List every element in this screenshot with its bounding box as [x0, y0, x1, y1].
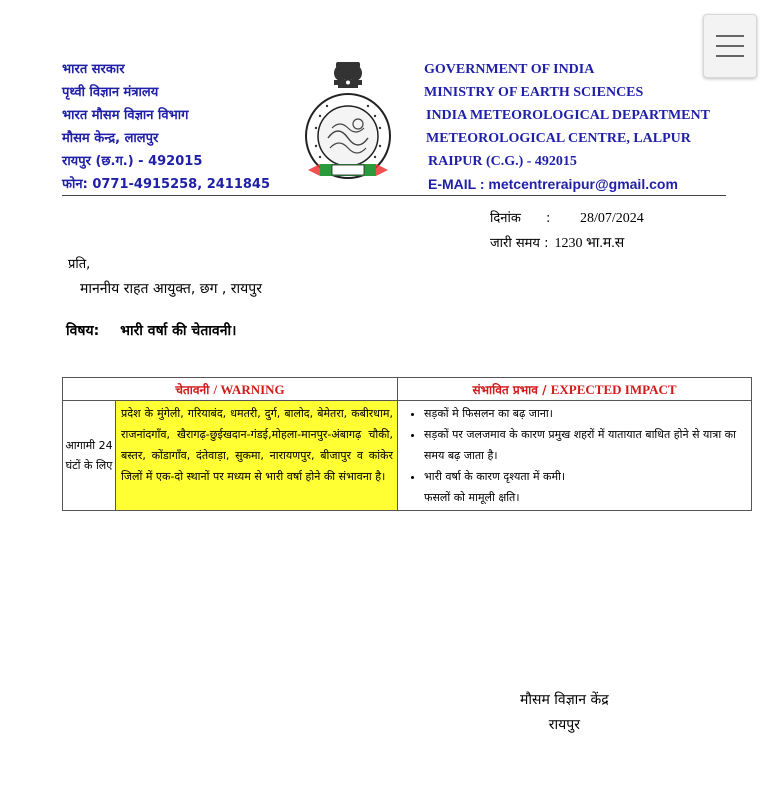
forecast-period: आगामी 24 घंटों के लिए	[63, 401, 116, 511]
ashoka-emblem-icon	[302, 58, 394, 188]
table-header-row	[63, 378, 752, 401]
hindi-line-address: रायपुर (छ.ग.) - 492015	[62, 154, 203, 169]
issue-time-label: जारी समय	[490, 236, 540, 251]
subject-line	[66, 321, 236, 340]
letterhead-divider	[62, 195, 726, 196]
list-item: • भारी वर्षा के कारण दृश्यता में कमी।	[424, 466, 745, 487]
date-block	[490, 206, 644, 256]
english-line-address: RAIPUR (C.G.) - 492015	[428, 154, 577, 169]
warning-table	[62, 377, 752, 511]
imd-emblem-logo	[302, 58, 394, 188]
impact-heading-hindi: संभावित प्रभाव /	[472, 382, 547, 397]
impact-heading	[398, 378, 752, 401]
to-label: प्रति,	[68, 257, 91, 272]
hamburger-menu-button[interactable]	[703, 14, 757, 78]
date-label: दिनांक	[490, 211, 521, 226]
english-line-govt: GOVERNMENT OF INDIA	[424, 62, 595, 77]
list-item: • सड़कों मे फिसलन का बढ़ जाना।	[424, 403, 745, 424]
signature-block	[520, 688, 609, 738]
signature-office: मौसम विज्ञान केंद्र	[520, 692, 609, 708]
hindi-line-ministry: पृथ्वी विज्ञान मंत्रालय	[62, 85, 159, 100]
warning-text: प्रदेश के मुंगेली, गरियाबंद, धमतरी, दुर्ग, बालोद, बेमेतरा, कबीरधाम, राजनांदगाँव, खैरागढ़-छुईखदान-गंडई,मोहला-मानपुर-अंबागढ़ चौकी, बस्तर, कोंडागाँव, दंतेवाड़ा, सुकमा, नारायणपुर, बीजापुर व कांकेर जिलों में एक-दो स्थानों पर मध्यम से भारी वर्षा होने की संभावना है।	[116, 401, 398, 511]
date-row	[490, 206, 644, 231]
date-value: 28/07/2024	[580, 211, 644, 226]
hindi-letterhead	[62, 58, 270, 196]
issue-time-value: 1230 भा.म.स	[554, 236, 625, 251]
hindi-line-govt: भारत सरकार	[62, 62, 125, 77]
expected-impact-cell	[398, 401, 752, 511]
hamburger-menu-icon	[716, 35, 744, 37]
issue-time-row	[490, 231, 644, 256]
english-line-department: INDIA METEOROLOGICAL DEPARTMENT	[426, 108, 710, 123]
recipient: माननीय राहत आयुक्त, छग , रायपुर	[80, 281, 262, 297]
warning-heading-hindi: चेतावनी	[175, 382, 210, 397]
table-row	[63, 401, 752, 511]
english-line-ministry: MINISTRY OF EARTH SCIENCES	[424, 85, 644, 100]
hindi-line-centre: मौसम केन्द्र, लालपुर	[62, 131, 159, 146]
impact-list	[404, 403, 745, 487]
hindi-line-department: भारत मौसम विज्ञान विभाग	[62, 108, 189, 123]
date-separator: :	[546, 211, 551, 226]
warning-heading-english: / WARNING	[213, 381, 285, 397]
hindi-line-phone: फोन: 0771-4915258, 2411845	[62, 177, 271, 192]
email-label: E-MAIL :	[428, 176, 485, 192]
english-line-centre: METEOROLOGICAL CENTRE, LALPUR	[426, 131, 691, 146]
email-line	[424, 173, 710, 196]
impact-extra-line: फसलों को मामूली क्षति।	[424, 491, 520, 504]
hamburger-menu-bar	[716, 55, 744, 57]
list-item: • सड़कों पर जलजमाव के कारण प्रमुख शहरों में यातायात बाधित होने से यात्रा का समय बढ़ जाता है।	[424, 424, 745, 466]
subject-label: विषय:	[66, 323, 100, 339]
english-letterhead	[424, 58, 710, 196]
hamburger-menu-bar	[716, 45, 744, 47]
issue-time-separator: :	[544, 236, 549, 251]
impact-heading-english: EXPECTED IMPACT	[550, 381, 677, 397]
signature-city: रायपुर	[548, 717, 580, 733]
subject-text: भारी वर्षा की चेतावनी।	[120, 323, 237, 339]
email-address: metcentreraipur@gmail.com	[488, 176, 678, 192]
warning-heading	[63, 378, 398, 401]
